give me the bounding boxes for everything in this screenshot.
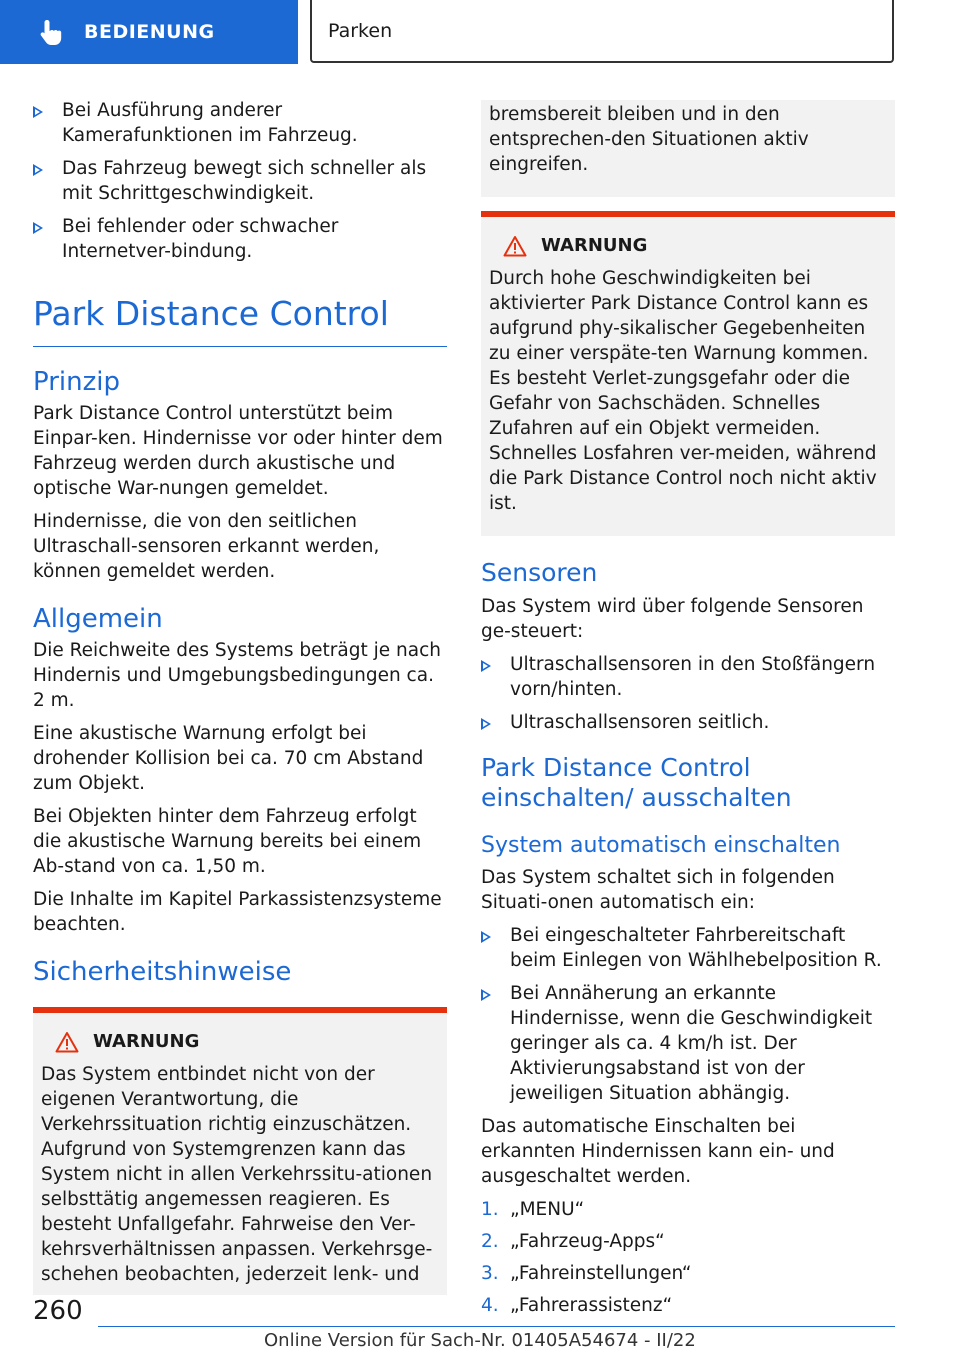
warning-label: WARNUNG	[93, 1031, 200, 1052]
heading-rule	[33, 346, 447, 347]
paragraph: Das System schaltet sich in folgenden Situati-onen automatisch ein:	[481, 867, 835, 913]
page-number: 260	[33, 1296, 83, 1326]
warning-box	[33, 1007, 447, 1295]
warning-header	[55, 1029, 439, 1054]
bullet-list	[481, 652, 895, 735]
bullet-list	[33, 98, 447, 264]
list-item: Das Fahrzeug bewegt sich schneller als mit Schrittgeschwindigkeit.	[33, 156, 447, 206]
left-column	[33, 98, 447, 1295]
list-item: 4. „Fahrerassistenz“	[481, 1295, 673, 1316]
list-item: Ultraschallsensoren in den Stoßfängern vorn/hinten.	[481, 652, 895, 702]
warning-box	[481, 211, 895, 536]
triangle-bullet-icon	[481, 931, 491, 943]
warning-header	[503, 233, 887, 258]
paragraph: Eine akustische Warnung erfolgt bei drohender Kollision bei ca. 70 cm Abstand zum Objekt.	[33, 723, 424, 794]
list-item: Bei fehlender oder schwacher Internetver-bindung.	[33, 214, 447, 264]
page-header	[0, 0, 960, 66]
hand-touch-icon	[36, 17, 66, 47]
triangle-bullet-icon	[481, 660, 491, 672]
footer-rule	[98, 1326, 895, 1327]
warning-triangle-icon	[503, 235, 527, 257]
right-column	[481, 100, 895, 1325]
subheading-pdc-einschalten: Park Distance Control einschalten/ ausschalten	[481, 753, 792, 812]
warning-text: bremsbereit bleiben und in den entsprechen-den Situationen aktiv eingreifen.	[489, 104, 809, 175]
list-item: Bei eingeschalteter Fahrbereitschaft beim Einlegen von Wählhebelposition R.	[481, 923, 895, 973]
warning-text: Durch hohe Geschwindigkeiten bei aktivierter Park Distance Control kann es aufgrund phy-sikalischer Gegebenheiten zu einer verspäte-ten Warnung kommen. Es besteht Verlet-zungsgefahr oder die Gefahr von Sachschäden. Schnelles Zufahren auf ein Objekt vermeiden. Schnelles Losfahren ver-meiden, während die Park Distance Control noch nicht aktiv ist.	[489, 268, 877, 514]
warning-box-continued	[481, 100, 895, 197]
subheading-automatisch: System automatisch einschalten	[481, 833, 841, 858]
paragraph: Bei Objekten hinter dem Fahrzeug erfolgt die akustische Warnung bereits bei einem Ab-stand von ca. 1,50 m.	[33, 806, 422, 877]
triangle-bullet-icon	[481, 718, 491, 730]
list-item: Ultraschallsensoren seitlich.	[481, 710, 895, 735]
triangle-bullet-icon	[481, 989, 491, 1001]
list-item: 1. „MENU“	[481, 1199, 585, 1220]
paragraph: Die Inhalte im Kapitel Parkassistenzsysteme beachten.	[33, 889, 442, 935]
list-item: 2. „Fahrzeug-Apps“	[481, 1231, 665, 1252]
triangle-bullet-icon	[33, 106, 43, 118]
triangle-bullet-icon	[33, 222, 43, 234]
chapter-title: Parken	[310, 0, 894, 63]
paragraph: Die Reichweite des Systems beträgt je nach Hindernis und Umgebungsbedingungen ca. 2 m.	[33, 640, 441, 711]
warning-text: Das System entbindet nicht von der eigenen Verantwortung, die Verkehrssituation richtig einzuschätzen. Aufgrund von Systemgrenzen kann das System nicht in allen Verkehrssitu-ationen selbsttätig angemessen reagieren. Es besteht Unfallgefahr. Fahrweise den Ver-kehrsverhältnissen anpassen. Verkehrsge-schehen beobachten, jederzeit lenk- und	[41, 1064, 433, 1285]
section-tab	[0, 0, 298, 64]
paragraph: Das System wird über folgende Sensoren ge-steuert:	[481, 596, 864, 642]
step-list	[481, 1197, 895, 1318]
section-heading: Park Distance Control	[33, 294, 389, 333]
paragraph: Das automatische Einschalten bei erkannten Hindernissen kann ein- und ausgeschaltet werden.	[481, 1116, 835, 1187]
subheading-sensoren: Sensoren	[481, 558, 598, 587]
footer-online-version: Online Version für Sach-Nr. 01405A54674 - II/22	[264, 1330, 696, 1351]
subheading-allgemein: Allgemein	[33, 604, 163, 634]
list-item: 3. „Fahreinstellungen“	[481, 1263, 692, 1284]
bullet-list	[481, 923, 895, 1106]
paragraph: Hindernisse, die von den seitlichen Ultraschall-sensoren erkannt werden, können gemeldet werden.	[33, 511, 380, 582]
warning-triangle-icon	[55, 1031, 79, 1053]
warning-label: WARNUNG	[541, 235, 648, 256]
triangle-bullet-icon	[33, 164, 43, 176]
list-item: Bei Ausführung anderer Kamerafunktionen im Fahrzeug.	[33, 98, 447, 148]
list-item: Bei Annäherung an erkannte Hindernisse, wenn die Geschwindigkeit geringer als ca. 4 km/h ist. Der Aktivierungsabstand ist von der jeweiligen Situation abhängig.	[481, 981, 895, 1106]
subheading-prinzip: Prinzip	[33, 367, 120, 397]
paragraph: Park Distance Control unterstützt beim Einpar-ken. Hindernisse vor oder hinter dem Fahrzeug werden durch akustische und optische War-nungen gemeldet.	[33, 403, 443, 499]
section-label: BEDIENUNG	[84, 21, 215, 43]
subheading-sicherheitshinweise: Sicherheitshinweise	[33, 957, 292, 987]
